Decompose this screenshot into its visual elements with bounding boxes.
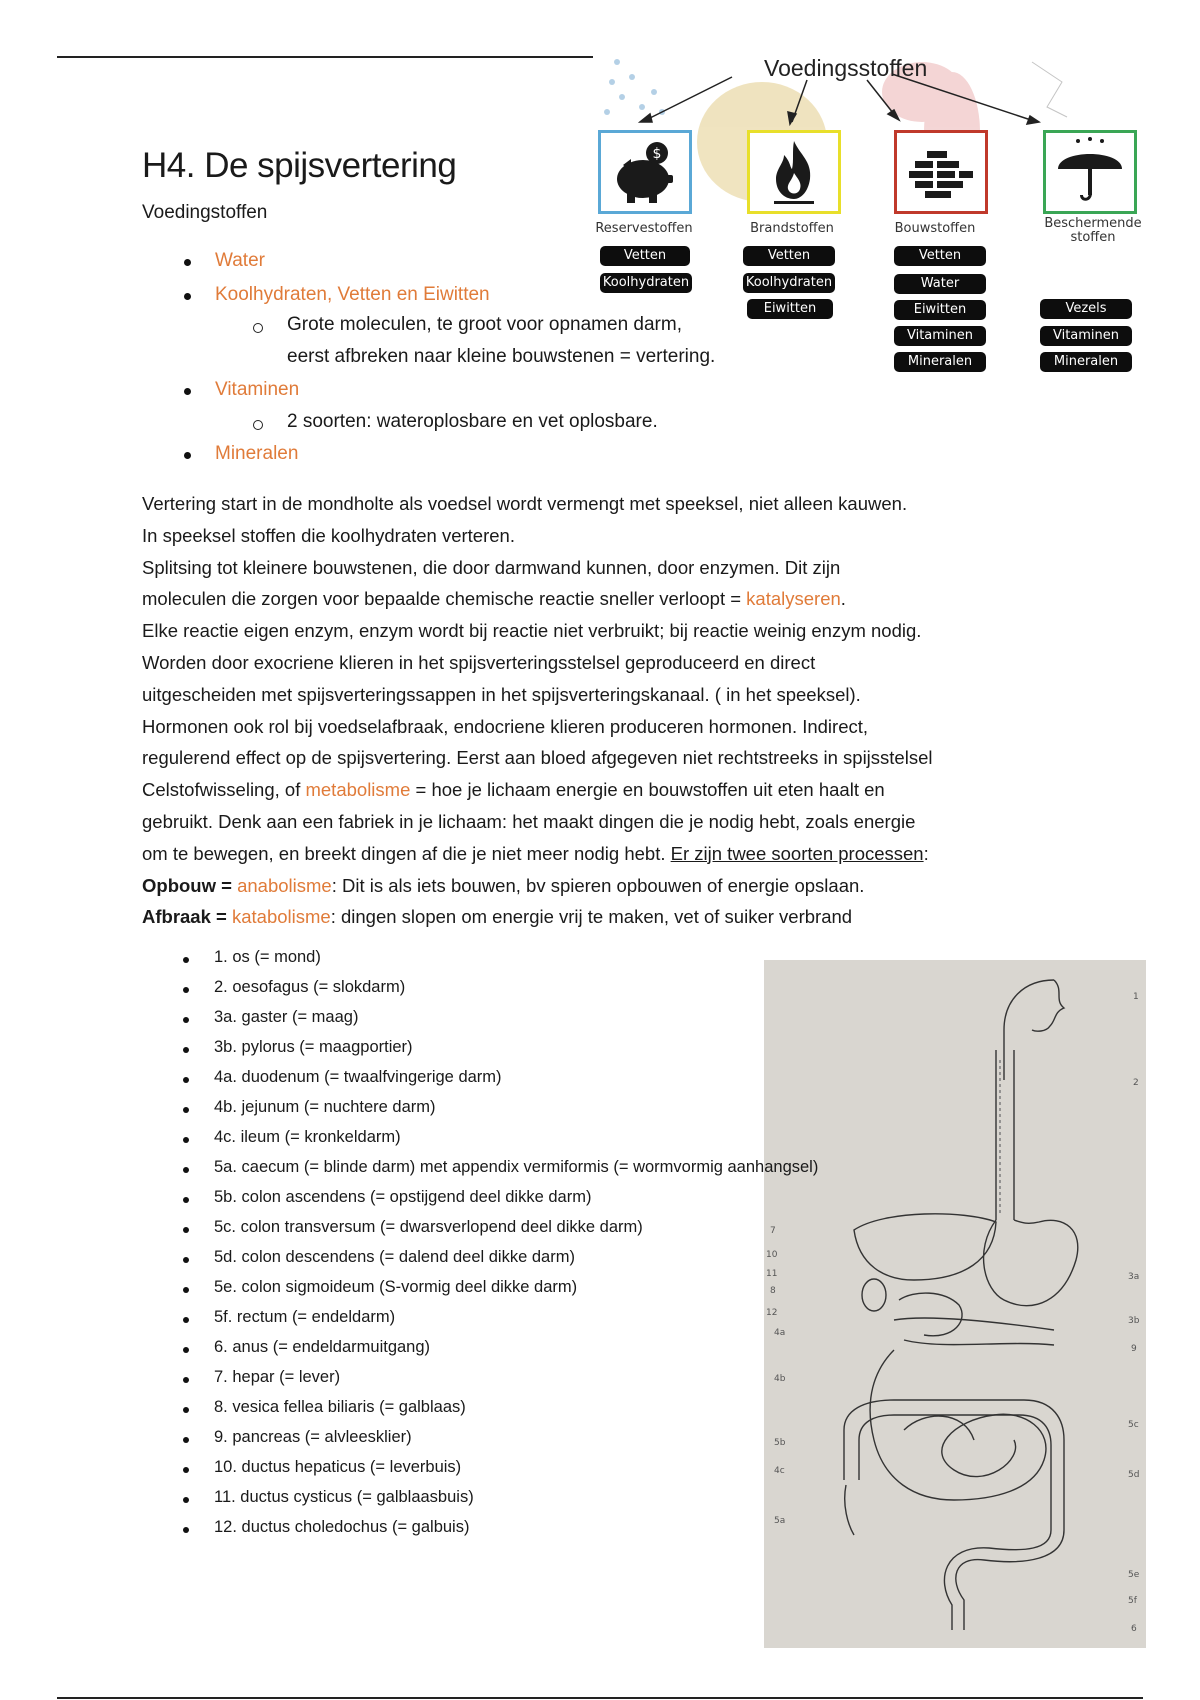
bullet (183, 1527, 189, 1533)
anatomy-label-4a: 4a (774, 1328, 786, 1338)
bullet (183, 957, 189, 963)
organ-item: 3b. pylorus (= maagportier) (214, 1038, 413, 1056)
anatomy-label-5c: 5c (1128, 1420, 1139, 1430)
para-line: Elke reactie eigen enzym, enzym wordt bij reactie niet verbruikt; bij reactie weinig enzym nodig. (142, 620, 922, 642)
organ-item: 5a. caecum (= blinde darm) met appendix vermiformis (= wormvormig aanhangsel) (214, 1158, 819, 1176)
para-line (142, 583, 1102, 615)
bold-eq: = (215, 874, 238, 896)
fire-icon (750, 133, 838, 211)
bullet (183, 1017, 189, 1023)
category-label-bouwstoffen: Bouwstoffen (894, 221, 976, 236)
beschermende-box (1043, 130, 1137, 214)
pill-bouw-eiwitten: Eiwitten (894, 300, 986, 320)
macro-sub-1: Grote moleculen, te groot voor opnamen darm, (287, 314, 682, 335)
para-line (142, 870, 1102, 902)
para-line: In speeksel stoffen die koolhydraten verteren. (142, 524, 515, 546)
term-anabolisme: anabolisme (237, 874, 332, 896)
bullet (184, 452, 191, 459)
macro-sub-2: eerst afbreken naar kleine bouwstenen = vertering. (287, 346, 716, 367)
organ-item: 6. anus (= endeldarmuitgang) (214, 1338, 431, 1356)
nutrient-water: Water (215, 250, 265, 271)
term-katabolisme: katabolisme (231, 906, 331, 928)
anatomy-label-7: 7 (770, 1226, 776, 1236)
para-line: Vertering start in de mondholte als voedsel wordt vermengt met speeksel, niet alleen kauwen. (142, 493, 908, 514)
anatomy-label-5b: 5b (774, 1438, 786, 1448)
anatomy-label-12: 12 (766, 1308, 778, 1318)
bouwstoffen-box (894, 130, 988, 214)
bold-afbraak: Afbraak (142, 906, 211, 928)
brick-wall-icon (897, 133, 985, 211)
organ-item: 5c. colon transversum (= dwarsverlopend deel dikke darm) (214, 1218, 643, 1236)
bullet (183, 1077, 189, 1083)
anatomy-label-8: 8 (770, 1286, 776, 1296)
organ-item: 2. oesofagus (= slokdarm) (214, 978, 406, 996)
term-katalyseren: katalyseren (746, 588, 841, 610)
para-line: Hormonen ook rol bij voedselafbraak, endocriene klieren produceren hormonen. Indirect, (142, 715, 869, 737)
diagram-title: Voedingsstoffen (764, 55, 928, 81)
body-paragraph (142, 488, 1102, 933)
vitamins-sub: 2 soorten: wateroplosbare en vet oplosbare. (287, 411, 658, 432)
para-line (142, 774, 1102, 806)
nutrient-minerals: Mineralen (215, 443, 299, 464)
bullet (183, 1047, 189, 1053)
section-subtitle: Voedingstoffen (142, 202, 268, 223)
anatomy-label-9: 9 (1131, 1344, 1137, 1354)
para-text: om te bewegen, en breekt dingen af die je niet meer nodig hebt. (142, 842, 671, 864)
organ-item: 5b. colon ascendens (= opstijgend deel dikke darm) (214, 1188, 592, 1206)
nutrient-macro: Koolhydraten, Vetten en Eiwitten (215, 284, 490, 305)
organ-item: 1. os (= mond) (214, 948, 321, 966)
organ-item: 4c. ileum (= kronkeldarm) (214, 1128, 401, 1146)
para-text (332, 875, 865, 896)
para-text: : (923, 842, 929, 864)
bullet (183, 1377, 189, 1383)
para-line: regulerend effect op de spijsvertering. Eerst aan bloed afgegeven niet rechtstreeks in spijsstelsel (142, 747, 933, 769)
nutrient-vitamins: Vitaminen (215, 379, 300, 400)
organ-item: 9. pancreas (= alvleesklier) (214, 1428, 412, 1446)
para-line (142, 901, 1102, 933)
pill-bescherm-vitaminen: Vitaminen (1040, 326, 1132, 346)
organ-item: 5d. colon descendens (= dalend deel dikke darm) (214, 1248, 575, 1266)
para-line: Splitsing tot kleinere bouwstenen, die door darmwand kunnen, door enzymen. Dit zijn (142, 556, 841, 578)
brandstoffen-box (747, 130, 841, 214)
bold-opbouw: Opbouw (142, 874, 216, 896)
organ-item: 7. hepar (= lever) (214, 1368, 341, 1386)
sub-bullet (253, 420, 263, 430)
anatomy-label-4b: 4b (774, 1374, 786, 1384)
anatomy-label-2: 2 (1133, 1078, 1139, 1088)
bullet (183, 1317, 189, 1323)
bullet (183, 1107, 189, 1113)
digestive-tract-drawing (764, 960, 1146, 1648)
bold-eq: = (210, 906, 232, 928)
organ-item: 8. vesica fellea biliaris (= galblaas) (214, 1398, 466, 1416)
bullet (183, 1137, 189, 1143)
anatomy-label-3b: 3b (1128, 1316, 1140, 1326)
pill-brand-vetten: Vetten (743, 246, 835, 266)
organ-item: 5f. rectum (= endeldarm) (214, 1308, 396, 1326)
bullet (183, 1467, 189, 1473)
organ-item: 10. ductus hepaticus (= leverbuis) (214, 1458, 462, 1476)
anatomy-label-3a: 3a (1128, 1272, 1140, 1282)
pill-bescherm-vezels: Vezels (1040, 299, 1132, 319)
pill-reserve-vetten: Vetten (600, 246, 690, 266)
organ-item: 12. ductus choledochus (= galbuis) (214, 1518, 470, 1536)
sub-bullet (253, 323, 263, 333)
anatomy-label-11: 11 (766, 1269, 778, 1279)
bullet (184, 259, 191, 266)
bullet (184, 293, 191, 300)
para-text-inner: : Dit is als iets bouwen, bv spieren opbouwen of energie opslaan. (331, 874, 865, 896)
anatomy-label-5e: 5e (1128, 1570, 1140, 1580)
pill-bouw-water: Water (894, 274, 986, 294)
piggy-bank-icon (601, 133, 689, 211)
pill-bouw-mineralen: Mineralen (894, 352, 986, 372)
bullet (183, 1227, 189, 1233)
category-label-line1: Beschermende (1044, 216, 1142, 231)
term-metabolisme: metabolisme (305, 779, 411, 801)
category-label-line2: stoffen (1070, 230, 1116, 245)
pill-brand-koolhydraten: Koolhydraten (743, 273, 835, 293)
organ-item: 4a. duodenum (= twaalfvingerige darm) (214, 1068, 502, 1086)
category-label-reservestoffen: Reservestoffen (595, 221, 693, 236)
underlined-text: Er zijn twee soorten processen (670, 842, 924, 864)
para-text: . (840, 588, 846, 610)
organ-item: 3a. gaster (= maag) (214, 1008, 359, 1026)
organ-item: 5e. colon sigmoideum (S-vormig deel dikke darm) (214, 1278, 578, 1296)
bullet (183, 1437, 189, 1443)
para-line (142, 838, 1102, 870)
para-line: uitgescheiden met spijsverteringssappen in het spijsverteringskanaal. ( in het speeksel). (142, 683, 861, 705)
bullet (183, 987, 189, 993)
anatomy-label-5a: 5a (774, 1516, 786, 1526)
bullet (183, 1167, 189, 1173)
para-text: = hoe je lichaam energie en bouwstoffen uit eten haalt en (410, 779, 885, 801)
bullet (183, 1197, 189, 1203)
anatomy-label-4c: 4c (774, 1466, 785, 1476)
top-rule (57, 56, 593, 58)
digestive-system-illustration (764, 960, 1146, 1648)
bullet (184, 388, 191, 395)
pill-bouw-vetten: Vetten (894, 246, 986, 266)
bullet (183, 1257, 189, 1263)
anatomy-label-6: 6 (1131, 1624, 1137, 1634)
pill-bescherm-mineralen: Mineralen (1040, 352, 1132, 372)
reservestoffen-box (598, 130, 692, 214)
anatomy-label-5d: 5d (1128, 1470, 1140, 1480)
anatomy-label-10: 10 (766, 1250, 778, 1260)
pill-bouw-vitaminen: Vitaminen (894, 326, 986, 346)
page-title: H4. De spijsvertering (142, 146, 457, 185)
category-label-beschermende (1033, 217, 1153, 245)
svg-text:$: $ (652, 146, 662, 162)
anatomy-label-1: 1 (1133, 992, 1139, 1002)
umbrella-icon (1046, 133, 1134, 211)
bullet (183, 1407, 189, 1413)
anatomy-label-5f: 5f (1128, 1596, 1137, 1606)
organ-item: 11. ductus cysticus (= galblaasbuis) (214, 1488, 474, 1506)
organ-item: 4b. jejunum (= nuchtere darm) (214, 1098, 436, 1116)
bottom-rule (57, 1697, 1143, 1699)
para-line: gebruikt. Denk aan een fabriek in je lichaam: het maakt dingen die je nodig hebt, zoals energie (142, 810, 916, 832)
para-text: Celstofwisseling, of (142, 779, 306, 801)
pill-reserve-koolhydraten: Koolhydraten (600, 273, 692, 293)
category-label-brandstoffen: Brandstoffen (750, 221, 834, 236)
bullet (183, 1497, 189, 1503)
pill-brand-eiwitten: Eiwitten (747, 299, 833, 319)
para-text: moleculen die zorgen voor bepaalde chemische reactie sneller verloopt = (142, 588, 747, 610)
para-text: : dingen slopen om energie vrij te maken, vet of suiker verbrand (330, 906, 853, 928)
para-line: Worden door exocriene klieren in het spijsverteringsstelsel geproduceerd en direct (142, 651, 816, 673)
bullet (183, 1287, 189, 1293)
bullet (183, 1347, 189, 1353)
